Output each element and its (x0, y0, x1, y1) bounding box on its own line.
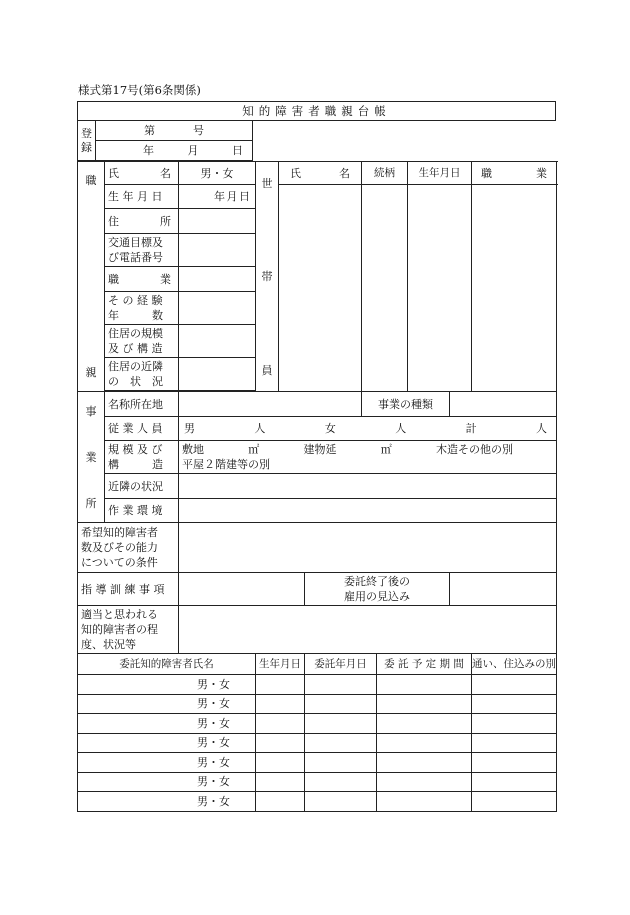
residence-neighbor-label: 住居の近隣 の 状 況 (105, 358, 179, 391)
table-row (78, 792, 557, 812)
neighbor-field[interactable] (179, 474, 557, 499)
registry-date-field[interactable] (96, 141, 253, 161)
entrusted-birth-header: 生年月日 (256, 654, 305, 675)
entrusted-birth-cell[interactable] (256, 733, 305, 753)
entrusted-period-cell[interactable] (377, 792, 472, 812)
scale-field[interactable]: 敷地 ㎡ 建物延 ㎡ 木造その他の別 平屋２階建等の別 (179, 441, 557, 474)
birth-label: 生 年 月 日 (105, 185, 179, 209)
entrusted-date-cell[interactable] (305, 753, 377, 773)
entrusted-commute-cell[interactable] (472, 753, 557, 773)
employees-label: 従 業 人 員 (105, 417, 179, 441)
birth-field[interactable]: 年 月 日 (179, 185, 256, 209)
entrusted-date-cell[interactable] (305, 675, 377, 695)
date-month: 月 (187, 144, 199, 157)
entrusted-birth-cell[interactable] (256, 753, 305, 773)
scale-label: 規 模 及 び 構 造 (105, 441, 179, 474)
household-occupation-header: 職 業 (472, 162, 557, 185)
entrusted-commute-cell[interactable] (472, 733, 557, 753)
appropriate-label: 適当と思われる 知的障害者の程 度、状況等 (78, 606, 179, 654)
entrusted-period-cell[interactable] (377, 772, 472, 792)
neighbor-label: 近隣の状況 (105, 474, 179, 499)
household-side-char: 帯 (261, 270, 273, 283)
business-side-char: 所 (85, 496, 97, 510)
title-table (77, 101, 556, 121)
employment-outlook-field[interactable] (450, 573, 557, 606)
ledger-title: 知的障害者職親台帳 (78, 102, 556, 121)
entrusted-date-cell[interactable] (305, 694, 377, 714)
entrusted-commute-cell[interactable] (472, 675, 557, 695)
transport-label: 交通目標及 び電話番号 (105, 234, 179, 267)
employment-outlook-label: 委託終了後の 雇用の見込み (305, 573, 450, 606)
business-side-char: 業 (85, 450, 97, 464)
table-row (78, 714, 557, 734)
entrusted-birth-cell[interactable] (256, 792, 305, 812)
entrusted-date-header: 委託年月日 (305, 654, 377, 675)
shokuoya-side-char: 親 (85, 366, 97, 379)
entrusted-gender-cell[interactable]: 男・女 (78, 675, 256, 695)
entrusted-commute-cell[interactable] (472, 714, 557, 734)
guidance-label: 指 導 訓 練 事 項 (78, 573, 179, 606)
household-side-char: 員 (261, 363, 273, 377)
registry-number-field[interactable] (96, 121, 253, 141)
date-year: 年 (143, 144, 154, 157)
household-birth-field[interactable] (408, 185, 472, 392)
residence-scale-label: 住居の規模 及 び 構 造 (105, 325, 179, 358)
entrusted-period-cell[interactable] (377, 733, 472, 753)
entrusted-birth-cell[interactable] (256, 675, 305, 695)
business-type-field[interactable] (450, 392, 557, 417)
environment-label: 作 業 環 境 (105, 499, 179, 523)
table-row (78, 772, 557, 792)
business-side-char: 事 (85, 404, 97, 418)
business-type-label: 事業の種類 (362, 392, 450, 417)
environment-field[interactable] (179, 499, 557, 523)
entrusted-birth-cell[interactable] (256, 694, 305, 714)
entrusted-birth-cell[interactable] (256, 772, 305, 792)
household-birth-header: 生年月日 (408, 162, 472, 185)
number-prefix: 第 (144, 124, 155, 137)
entrusted-gender-cell[interactable]: 男・女 (78, 694, 256, 714)
entrusted-gender-cell[interactable]: 男・女 (78, 733, 256, 753)
entrusted-name-header: 委託知的障害者氏名 (78, 654, 256, 675)
registry-side-label (78, 121, 96, 161)
shokuoya-side-label (78, 162, 105, 392)
entrusted-gender-cell[interactable]: 男・女 (78, 772, 256, 792)
business-location-label: 名称所在地 (105, 392, 179, 417)
residence-scale-field[interactable] (179, 325, 256, 358)
household-occupation-field[interactable] (472, 185, 557, 392)
household-side-char: 世 (261, 176, 273, 190)
entrusted-period-cell[interactable] (377, 675, 472, 695)
entrusted-date-cell[interactable] (305, 714, 377, 734)
entrusted-period-cell[interactable] (377, 694, 472, 714)
occupation-label: 職 業 (105, 267, 179, 292)
entrusted-gender-cell[interactable]: 男・女 (78, 792, 256, 812)
registry-box (77, 120, 253, 161)
table-row (78, 753, 557, 773)
experience-label: そ の 経 験 年 数 (105, 292, 179, 325)
occupation-field[interactable] (179, 267, 256, 292)
ledger-main-table (77, 161, 557, 812)
entrusted-birth-cell[interactable] (256, 714, 305, 734)
registry-side-char: 登 (81, 126, 92, 140)
household-name-field[interactable] (279, 185, 362, 392)
entrusted-commute-header: 通い、住込みの別 (472, 654, 557, 675)
shokuoya-side-char: 職 (85, 174, 97, 187)
desired-conditions-field[interactable] (179, 523, 557, 573)
guidance-field[interactable] (179, 573, 305, 606)
household-relation-field[interactable] (362, 185, 408, 392)
employees-field[interactable]: 男 人 女 人 計 人 (179, 417, 557, 441)
transport-field[interactable] (179, 234, 256, 267)
entrusted-date-cell[interactable] (305, 733, 377, 753)
entrusted-commute-cell[interactable] (472, 772, 557, 792)
entrusted-gender-cell[interactable]: 男・女 (78, 753, 256, 773)
table-row (78, 675, 557, 695)
table-row (78, 694, 557, 714)
experience-field[interactable] (179, 292, 256, 325)
residence-neighbor-field[interactable] (179, 358, 256, 391)
form-number-label: 様式第17号(第6条関係) (78, 83, 201, 97)
date-day: 日 (232, 144, 243, 157)
household-name-header: 氏 名 (279, 162, 362, 185)
entrusted-date-cell[interactable] (305, 792, 377, 812)
business-side-label (78, 392, 105, 523)
number-suffix: 号 (193, 124, 204, 137)
entrusted-commute-cell[interactable] (472, 694, 557, 714)
household-side-label (256, 162, 279, 392)
address-label: 住 所 (105, 209, 179, 234)
entrusted-commute-cell[interactable] (472, 792, 557, 812)
entrusted-period-header: 委 託 予 定 期 間 (377, 654, 472, 675)
desired-conditions-label: 希望知的障害者 数及びその能力 についての条件 (78, 523, 179, 573)
address-field[interactable] (179, 209, 256, 234)
name-label: 氏 名 (105, 162, 179, 185)
entrusted-gender-cell[interactable]: 男・女 (78, 714, 256, 734)
household-relation-header: 続柄 (362, 162, 408, 185)
appropriate-field[interactable] (179, 606, 557, 654)
business-location-field[interactable] (179, 392, 362, 417)
gender-field[interactable]: 男・女 (179, 162, 256, 185)
entrusted-period-cell[interactable] (377, 714, 472, 734)
registry-side-char: 録 (81, 140, 92, 154)
entrusted-date-cell[interactable] (305, 772, 377, 792)
table-row (78, 733, 557, 753)
entrusted-period-cell[interactable] (377, 753, 472, 773)
